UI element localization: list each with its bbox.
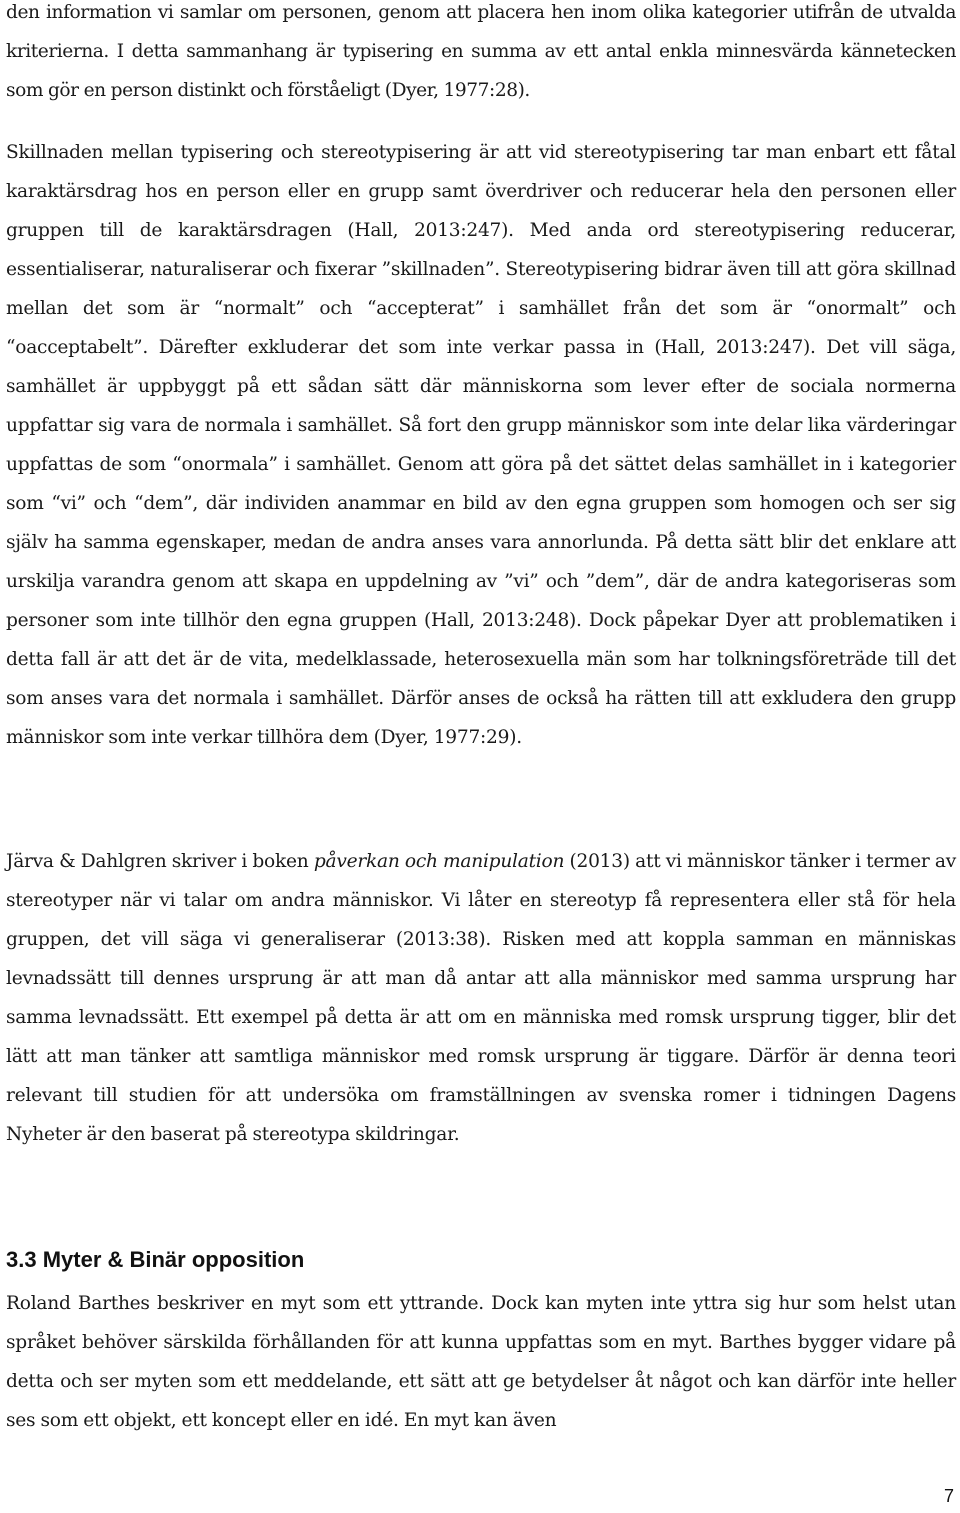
- section-heading: 3.3 Myter & Binär opposition: [6, 1247, 305, 1272]
- book-title: påverkan och manipulation: [313, 851, 565, 872]
- body-paragraph-continuation: den information vi samlar om personen, genom att placera hen inom olika kategorier utifrån de utvalda kriterierna. I detta sammanhang är typisering en summa av ett antal enkla minnesvärda kännetecken som gör en person distinkt och förståeligt (Dyer, 1977:28).: [6, 2, 956, 101]
- page-number: 7: [943, 1486, 954, 1506]
- paragraph-text-after-title: (2013) att vi människor tänker i termer av stereotyper när vi talar om andra människor. Vi låter en stereotyp få representera eller stå för hela gruppen, det vill säga vi generaliserar (2013:38). Risken med att koppla samman en människas levnadssätt till dennes ursprung är att man då antar att alla människor med samma ursprung har samma levnadssätt. Ett exempel på detta är att om en människa med romsk ursprung tigger, blir det lätt att man tänker att samtliga människor med romsk ursprung är tiggare. Därför är denna teori relevant till studien för att undersöka om framställningen av svenska romer i tidningen Dagens Nyheter är den baserat på stereotypa skildringar.: [6, 851, 956, 1145]
- paragraph-text-before-title: Järva & Dahlgren skriver i boken: [6, 851, 314, 872]
- body-paragraph-barthes: Roland Barthes beskriver en myt som ett yttrande. Dock kan myten inte yttra sig hur som helst utan språket behöver särskilda förhållanden för att kunna uppfattas som en myt. Barthes bygger vidare på detta och ser myten som ett meddelande, ett sätt att ge betydelser åt något och kan därför inte heller ses som ett objekt, ett koncept eller en idé. En myt kan även: [6, 1293, 956, 1431]
- body-paragraph-stereotyping: Skillnaden mellan typisering och stereotypisering är att vid stereotypisering tar man enbart ett fåtal karaktärsdrag hos en person eller en grupp samt överdriver och reducerar hela den personen eller gruppen till de karaktärsdragen (Hall, 2013:247). Med anda ord stereotypisering reducerar, essentialiserar, naturaliserar och fixerar ”skillnaden”. Stereotypisering bidrar även till att göra skillnad mellan det som är “normalt” och “accepterat” i samhället från det som är “onormalt” och “oacceptabelt”. Därefter exkluderar det som inte verkar passa in (Hall, 2013:247). Det vill säga, samhället är uppbyggt på ett sådan sätt där människorna som lever efter de sociala normerna uppfattar sig vara de normala i samhället. Så fort den grupp människor som inte delar lika värderingar uppfattas de som “onormala” i samhället. Genom att göra på det sättet delas samhället in i kategorier som “vi” och “dem”, där individen anammar en bild av den egna gruppen som homogen och ser sig själv ha samma egenskaper, medan de andra anses vara annorlunda. På detta sätt blir det enklare att urskilja varandra genom att skapa en uppdelning av ”vi” och ”dem”, där de andra kategoriseras som personer som inte tillhör den egna gruppen (Hall, 2013:248). Dock påpekar Dyer att problematiken i detta fall är att det är de vita, medelklassade, heterosexuella män som har tolkningsföreträde till det som anses vara det normala i samhället. Därför anses de också ha rätten till att exkludera den grupp människor som inte verkar tillhöra dem (Dyer, 1977:29).: [6, 142, 956, 748]
- body-paragraph-jarva-dahlgren: [6, 842, 956, 1154]
